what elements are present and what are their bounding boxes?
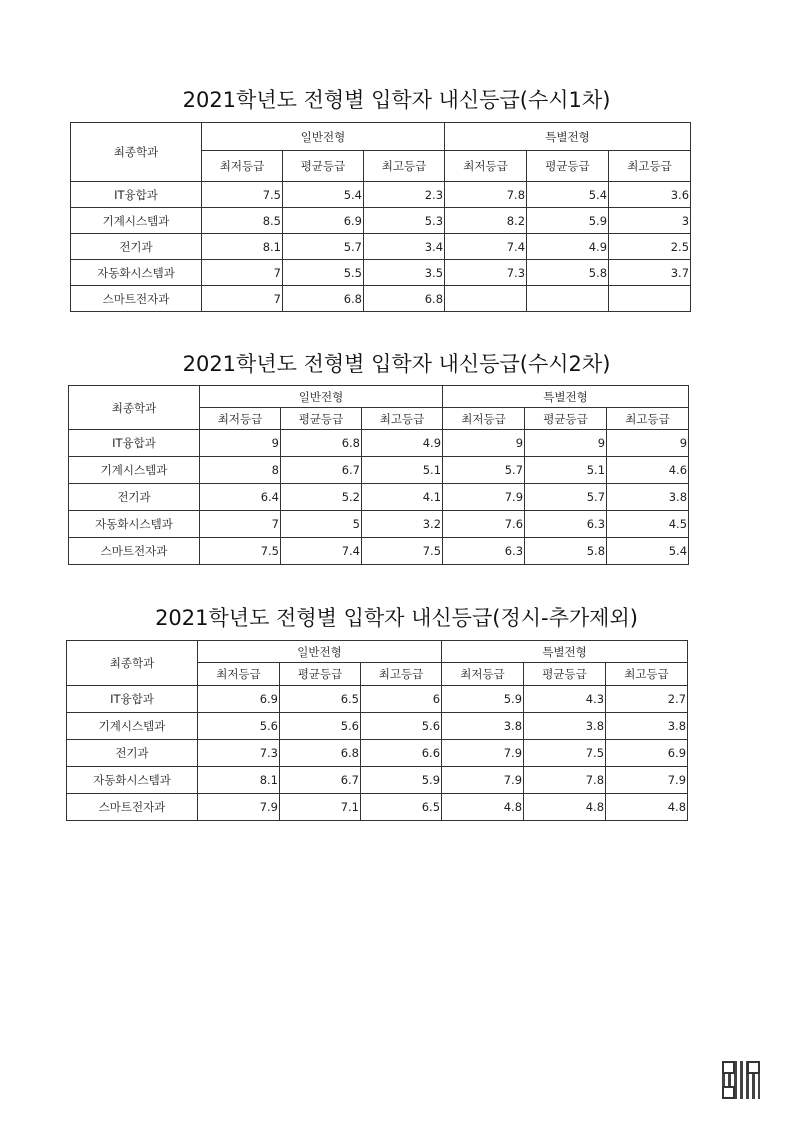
grade-cell: 6.6 [361, 740, 442, 767]
grade-cell: 7.4 [445, 234, 527, 260]
table-row [71, 260, 691, 286]
header-special: 특별전형 [442, 641, 688, 663]
grade-cell: 3.7 [609, 260, 691, 286]
grade-cell: 5.7 [525, 484, 607, 511]
grade-cell: 5.7 [283, 234, 364, 260]
grade-cell: 3.8 [524, 713, 606, 740]
grade-cell [445, 286, 527, 312]
header-dept: 최종학과 [71, 123, 202, 182]
grade-cell: 5.9 [361, 767, 442, 794]
grade-cell: 3.8 [607, 484, 689, 511]
grade-cell: 5.7 [443, 457, 525, 484]
grade-cell: 6.9 [283, 208, 364, 234]
grade-cell: 4.8 [606, 794, 688, 821]
grade-cell: 4.1 [362, 484, 443, 511]
grade-cell: 7.9 [606, 767, 688, 794]
header-special: 특별전형 [445, 123, 691, 151]
table-row [67, 794, 688, 821]
grade-cell: 7.6 [443, 511, 525, 538]
dept-cell: 스마트전자과 [71, 286, 202, 312]
header-general: 일반전형 [202, 123, 445, 151]
grade-cell: 3.5 [364, 260, 445, 286]
grade-cell: 8.5 [202, 208, 283, 234]
grade-cell: 5.1 [362, 457, 443, 484]
grade-cell: 8.2 [445, 208, 527, 234]
grade-cell: 5.6 [361, 713, 442, 740]
grade-cell: 8 [200, 457, 281, 484]
grade-cell: 4.9 [527, 234, 609, 260]
grade-cell: 5.6 [198, 713, 280, 740]
grade-cell: 2.7 [606, 686, 688, 713]
grade-cell: 7 [200, 511, 281, 538]
grade-cell: 7.4 [281, 538, 362, 565]
grade-cell: 7.1 [280, 794, 361, 821]
grade-cell: 5.9 [527, 208, 609, 234]
grade-cell: 4.3 [524, 686, 606, 713]
dept-cell: 기계시스템과 [69, 457, 200, 484]
grade-cell: 7.9 [198, 794, 280, 821]
grade-table-2 [68, 385, 689, 565]
table-1-title: 2021학년도 전형별 입학자 내신등급(수시1차) [182, 88, 611, 112]
grade-cell: 7.5 [362, 538, 443, 565]
grade-cell: 7.8 [524, 767, 606, 794]
dept-cell: 스마트전자과 [69, 538, 200, 565]
grade-cell: 7.9 [443, 484, 525, 511]
grade-cell [609, 286, 691, 312]
header-special: 특별전형 [443, 386, 689, 408]
header-max: 최고등급 [364, 151, 445, 182]
grade-cell: 6 [361, 686, 442, 713]
grade-cell: 7.5 [202, 182, 283, 208]
grade-cell [527, 286, 609, 312]
qr-code-icon [722, 1061, 760, 1099]
grade-cell: 7.5 [524, 740, 606, 767]
table-row [67, 686, 688, 713]
dept-cell: 자동화시스템과 [67, 767, 198, 794]
header-dept: 최종학과 [69, 386, 200, 430]
grade-cell: 5.2 [281, 484, 362, 511]
table-row [69, 538, 689, 565]
grade-cell: 5.5 [283, 260, 364, 286]
grade-cell: 3 [609, 208, 691, 234]
dept-cell: 전기과 [71, 234, 202, 260]
header-avg: 평균등급 [525, 408, 607, 430]
grade-cell: 6.9 [198, 686, 280, 713]
grade-cell: 3.4 [364, 234, 445, 260]
table-row [71, 182, 691, 208]
grade-cell: 2.3 [364, 182, 445, 208]
grade-cell: 6.8 [283, 286, 364, 312]
header-max: 최고등급 [606, 663, 688, 686]
grade-cell: 3.8 [606, 713, 688, 740]
header-avg: 평균등급 [527, 151, 609, 182]
grade-cell: 8.1 [198, 767, 280, 794]
header-general: 일반전형 [198, 641, 442, 663]
header-min: 최저등급 [202, 151, 283, 182]
grade-cell: 5.3 [364, 208, 445, 234]
grade-cell: 7.8 [445, 182, 527, 208]
table-row [67, 767, 688, 794]
table-row [69, 511, 689, 538]
table-row [71, 286, 691, 312]
dept-cell: IT융합과 [69, 430, 200, 457]
table-row [67, 740, 688, 767]
dept-cell: 자동화시스템과 [69, 511, 200, 538]
grade-table-1 [70, 122, 691, 312]
header-min: 최저등급 [200, 408, 281, 430]
grade-cell: 4.8 [442, 794, 524, 821]
grade-cell: 5.4 [607, 538, 689, 565]
grade-cell: 5.9 [442, 686, 524, 713]
grade-cell: 7 [202, 260, 283, 286]
grade-cell: 5.1 [525, 457, 607, 484]
grade-cell: 6.7 [280, 767, 361, 794]
grade-cell: 5.8 [525, 538, 607, 565]
header-max: 최고등급 [362, 408, 443, 430]
grade-cell: 9 [443, 430, 525, 457]
grade-cell: 7.3 [198, 740, 280, 767]
dept-cell: IT융합과 [71, 182, 202, 208]
grade-cell: 6.4 [200, 484, 281, 511]
grade-cell: 3.6 [609, 182, 691, 208]
grade-cell: 6.5 [280, 686, 361, 713]
grade-cell: 7.9 [442, 767, 524, 794]
grade-cell: 7.5 [200, 538, 281, 565]
table-row [69, 457, 689, 484]
header-avg: 평균등급 [280, 663, 361, 686]
table-row [71, 208, 691, 234]
grade-cell: 4.8 [524, 794, 606, 821]
grade-cell: 6.5 [361, 794, 442, 821]
grade-cell: 5.4 [283, 182, 364, 208]
header-min: 최저등급 [198, 663, 280, 686]
dept-cell: 자동화시스템과 [71, 260, 202, 286]
grade-cell: 4.5 [607, 511, 689, 538]
header-min: 최저등급 [443, 408, 525, 430]
header-dept: 최종학과 [67, 641, 198, 686]
grade-cell: 5.4 [527, 182, 609, 208]
grade-cell: 9 [607, 430, 689, 457]
grade-cell: 5 [281, 511, 362, 538]
header-max: 최고등급 [607, 408, 689, 430]
header-general: 일반전형 [200, 386, 443, 408]
grade-table-3 [66, 640, 688, 821]
grade-cell: 3.8 [442, 713, 524, 740]
grade-cell: 5.6 [280, 713, 361, 740]
grade-cell: 9 [525, 430, 607, 457]
grade-cell: 4.6 [607, 457, 689, 484]
grade-cell: 9 [200, 430, 281, 457]
header-min: 최저등급 [445, 151, 527, 182]
grade-cell: 3.2 [362, 511, 443, 538]
dept-cell: 전기과 [67, 740, 198, 767]
grade-cell: 6.8 [364, 286, 445, 312]
grade-cell: 6.3 [443, 538, 525, 565]
grade-cell: 7.9 [442, 740, 524, 767]
grade-cell: 4.9 [362, 430, 443, 457]
dept-cell: 기계시스템과 [71, 208, 202, 234]
dept-cell: 전기과 [69, 484, 200, 511]
table-3-title: 2021학년도 전형별 입학자 내신등급(정시-추가제외) [155, 606, 638, 630]
header-min: 최저등급 [442, 663, 524, 686]
table-row [69, 430, 689, 457]
header-avg: 평균등급 [283, 151, 364, 182]
grade-cell: 8.1 [202, 234, 283, 260]
header-avg: 평균등급 [281, 408, 362, 430]
grade-cell: 2.5 [609, 234, 691, 260]
header-avg: 평균등급 [524, 663, 606, 686]
dept-cell: 기계시스템과 [67, 713, 198, 740]
grade-cell: 6.3 [525, 511, 607, 538]
grade-cell: 7.3 [445, 260, 527, 286]
table-2-title: 2021학년도 전형별 입학자 내신등급(수시2차) [182, 352, 611, 376]
grade-cell: 6.7 [281, 457, 362, 484]
grade-cell: 6.8 [280, 740, 361, 767]
dept-cell: 스마트전자과 [67, 794, 198, 821]
dept-cell: IT융합과 [67, 686, 198, 713]
table-row [71, 234, 691, 260]
grade-cell: 7 [202, 286, 283, 312]
table-row [69, 484, 689, 511]
grade-cell: 6.9 [606, 740, 688, 767]
table-row [67, 713, 688, 740]
header-max: 최고등급 [609, 151, 691, 182]
header-max: 최고등급 [361, 663, 442, 686]
grade-cell: 5.8 [527, 260, 609, 286]
grade-cell: 6.8 [281, 430, 362, 457]
